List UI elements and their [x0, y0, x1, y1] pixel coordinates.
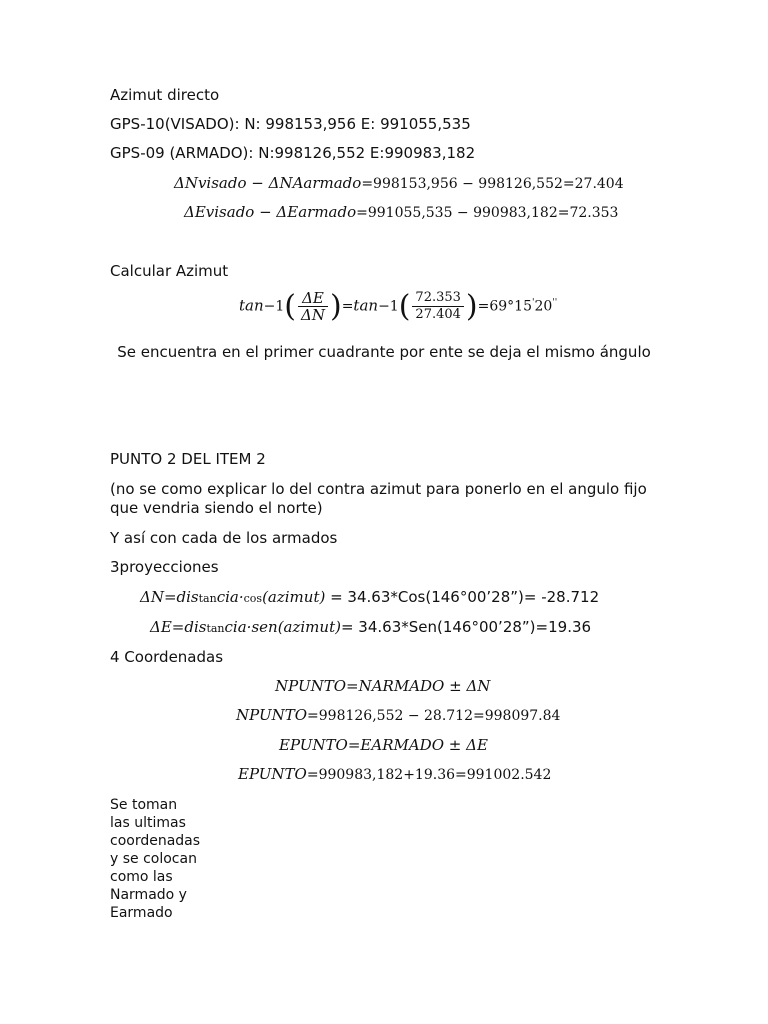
epunto-left: EPUNTO	[238, 765, 307, 783]
inverse-1: −1	[263, 298, 285, 315]
armados-line: Y así con cada de los armados	[110, 529, 338, 547]
gps09-line: GPS-09 (ARMADO): N:998126,552 E:990983,182	[110, 144, 476, 162]
paren-open-1: (	[284, 289, 296, 324]
de-right: = 34.63*Sen(146°00’28”)=19.36	[340, 618, 592, 636]
final-note-textbox: Se toman las ultimas coordenadas y se colocan como las Narmado y Earmado	[110, 797, 201, 921]
de-azimut: (azimut)	[277, 618, 341, 636]
dn-left: ΔN=dis	[140, 588, 199, 606]
de-left: ΔE=dis	[150, 618, 207, 636]
gps10-line: GPS-10(VISADO): N: 998153,956 E: 991055,535	[110, 115, 471, 133]
equals-sign: =	[341, 298, 354, 315]
npunto-right: =998126,552 − 28.712=998097.84	[307, 708, 561, 724]
dn-mid: cia·	[216, 588, 244, 606]
delta-n-left: ΔNvisado − ΔNAarmado	[174, 174, 362, 192]
de-mid: cia·sen	[224, 618, 278, 636]
delta-e-left: ΔEvisado − ΔEarmado	[184, 203, 357, 221]
de-tan: tan	[206, 622, 225, 635]
paren-open-2: (	[398, 289, 411, 324]
delta-n-equation	[174, 174, 624, 192]
inverse-2: −1	[378, 298, 399, 315]
azimut-seconds: 20	[534, 298, 553, 315]
punto2-title: PUNTO 2 DEL ITEM 2	[110, 450, 266, 468]
delta-e-equation	[184, 203, 618, 221]
quadrant-note: Se encuentra en el primer cuadrante por ente se deja el mismo ángulo	[117, 343, 651, 361]
dn-tan: tan	[198, 592, 217, 605]
tan-2: tan	[353, 296, 379, 315]
npunto-formula: NPUNTO=NARMADO ± ΔN	[275, 677, 491, 695]
contra-azimut-note: (no se como explicar lo del contra azimut para ponerlo en el angulo fijo que vendria siendo el norte)	[110, 480, 647, 517]
epunto-right: =990983,182+19.36=991002.542	[306, 767, 552, 783]
paren-close-2: )	[465, 289, 478, 324]
epunto-formula: EPUNTO=EARMADO ± ΔE	[279, 736, 488, 754]
npunto-left: NPUNTO	[236, 706, 308, 724]
frac1-den: ΔN	[301, 306, 325, 324]
dn-azimut: (azimut)	[262, 588, 326, 606]
fraction-de-dn	[298, 290, 328, 323]
azimut-equation	[239, 289, 557, 324]
coordenadas-title: 4 Coordenadas	[110, 648, 224, 666]
tan-1: tan	[239, 296, 264, 315]
calcular-azimut-title: Calcular Azimut	[110, 262, 229, 280]
frac2-den: 27.404	[415, 307, 461, 322]
paren-close-1: )	[329, 289, 342, 324]
epunto-calc	[238, 765, 551, 783]
delta-n-projection	[140, 588, 599, 606]
minutes-mark: '	[532, 297, 535, 308]
dn-right: = 34.63*Cos(146°00’28”)= -28.712	[325, 588, 600, 606]
frac2-num: 72.353	[412, 290, 464, 307]
proyecciones-title: 3proyecciones	[110, 558, 219, 576]
delta-e-right: =991055,535 − 990983,182=72.353	[356, 205, 619, 221]
frac1-num: ΔE	[298, 290, 328, 307]
npunto-calc	[236, 706, 560, 724]
seconds-mark: ''	[552, 297, 558, 308]
delta-e-projection	[150, 618, 591, 636]
fraction-values	[412, 290, 464, 323]
azimut-result: =69°15	[477, 298, 532, 315]
delta-n-right: =998153,956 − 998126,552=27.404	[361, 176, 624, 192]
dn-cos: cos	[243, 592, 263, 605]
azimut-directo-title: Azimut directo	[110, 86, 220, 104]
